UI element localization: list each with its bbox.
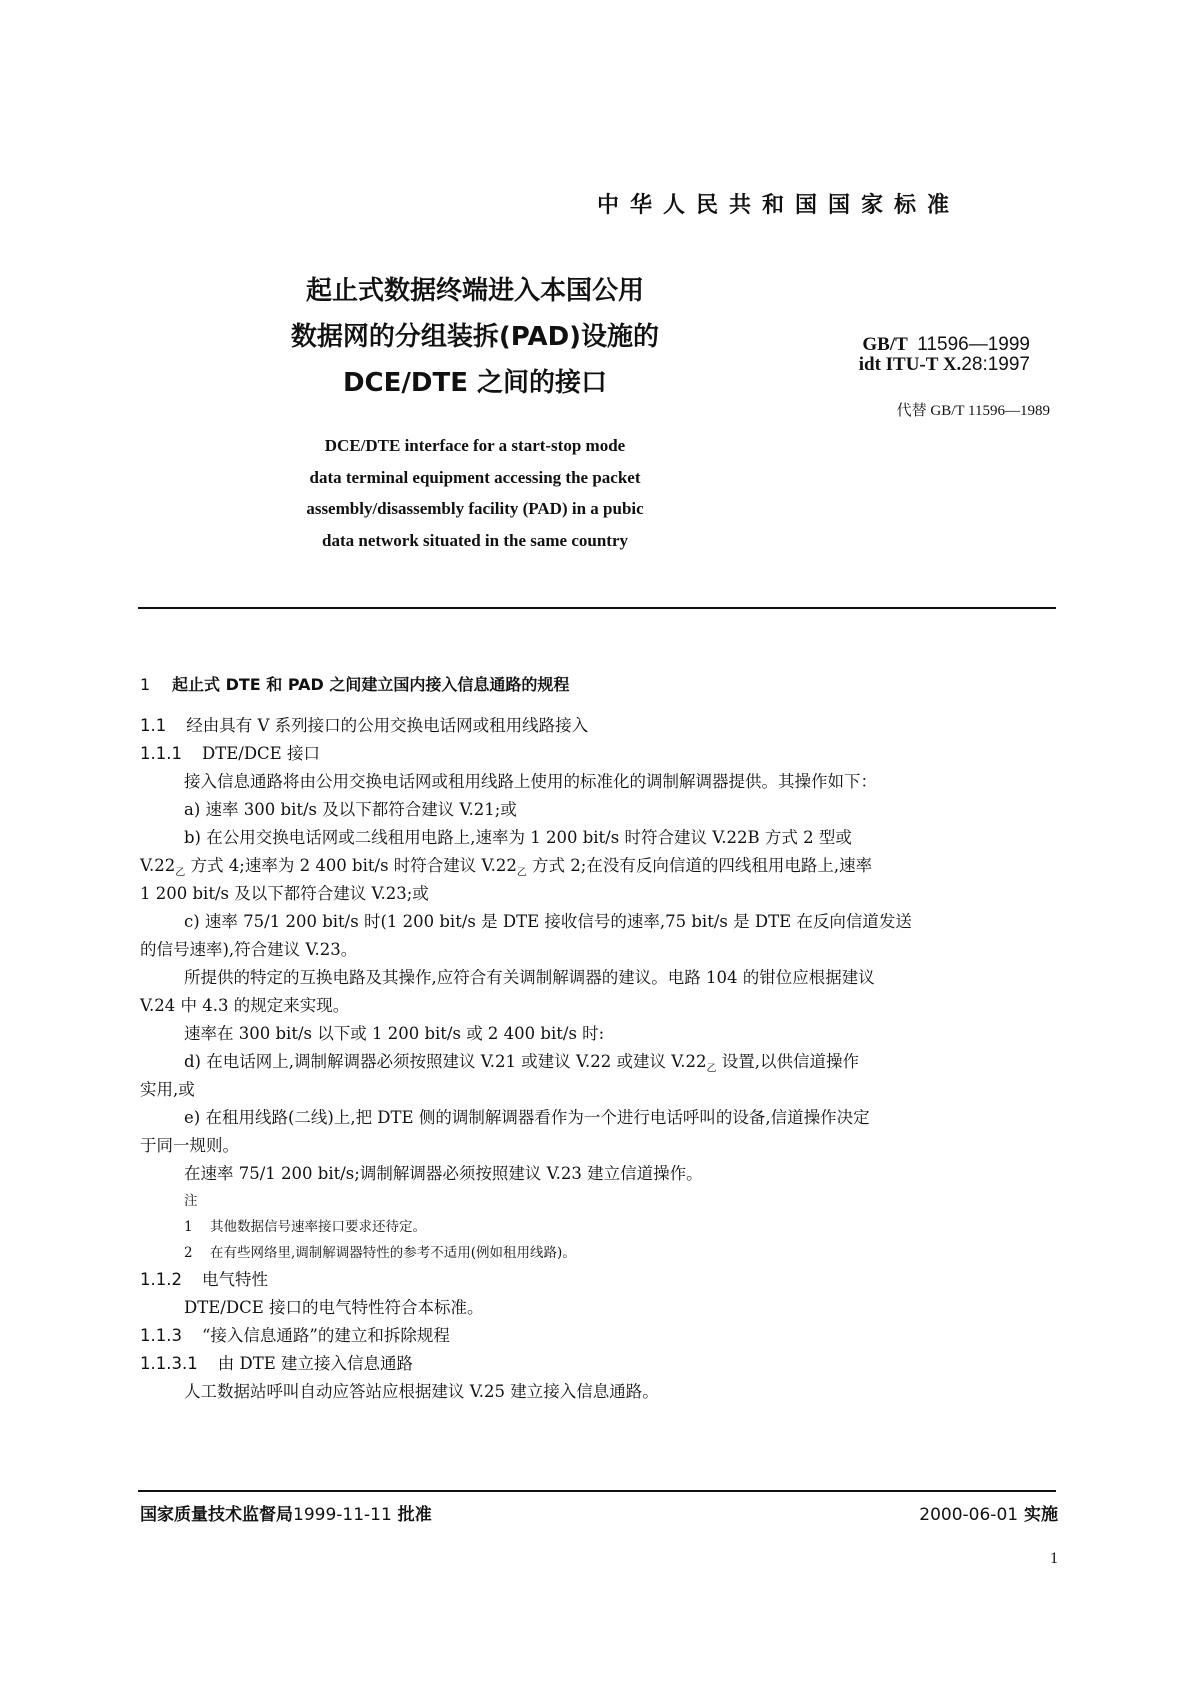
list-item-d-line-2: 实用,或 [140, 1080, 195, 1099]
paragraph: DTE/DCE 接口的电气特性符合本标准。 [184, 1298, 484, 1317]
english-title-line-2: data terminal equipment accessing the packet [309, 467, 641, 487]
heading-number: 1.1.1 [140, 744, 182, 763]
heading-text: DTE/DCE 接口 [201, 744, 320, 763]
list-item-b-line-1: b) 在公用交换电话网或二线租用电路上,速率为 1 200 bit/s 时符合建议 V.22B 方式 2 型或 [184, 828, 852, 847]
idt-prefix: idt ITU-T X. [858, 354, 962, 375]
chinese-title-line-2: 数据网的分组装拆(PAD)设施的 [290, 322, 660, 352]
section-heading [140, 672, 569, 695]
note-item [140, 1240, 1058, 1266]
std-code-prefix: GB/T [862, 334, 908, 355]
paragraph: 在速率 75/1 200 bit/s;调制解调器必须按照建议 V.23 建立信道操作。 [184, 1164, 703, 1183]
english-title-line-3: assembly/disassembly facility (PAD) in a pubic [306, 499, 644, 518]
subscript: 乙 [516, 867, 527, 879]
subscript: 乙 [706, 1063, 717, 1075]
text: V.22 [140, 856, 176, 875]
heading-1-1-1 [140, 740, 1058, 768]
list-item-e-line-2: 于同一规则。 [140, 1136, 239, 1155]
effective-label: 实施 [1024, 1505, 1058, 1525]
heading-number: 1.1 [140, 716, 167, 735]
english-title-line-4: data network situated in the same country [322, 530, 628, 550]
note-item [140, 1214, 1058, 1240]
list-item-b-line-2 [140, 852, 1058, 880]
heading-number: 1.1.3 [140, 1326, 182, 1345]
subscript: 乙 [175, 867, 186, 879]
chinese-title-line-3: DCE/DTE 之间的接口 [342, 368, 608, 398]
paragraph: 人工数据站呼叫自动应答站应根据建议 V.25 建立接入信息通路。 [184, 1382, 659, 1401]
chinese-title [230, 268, 720, 406]
paragraph: 接入信息通路将由公用交换电话网或租用线路上使用的标准化的调制解调器提供。其操作如下： [184, 772, 877, 791]
paragraph: 速率在 300 bit/s 以下或 1 200 bit/s 或 2 400 bit/s 时: [184, 1024, 605, 1043]
approving-org: 国家质量技术监督局 [140, 1505, 293, 1525]
text: 设置,以供信道操作 [716, 1052, 860, 1071]
replaces-note: 代替 GB/T 11596—1989 [896, 403, 1050, 419]
header-divider [138, 607, 1056, 609]
note-label: 注 [184, 1193, 198, 1209]
list-item-b-line-3: 1 200 bit/s 及以下都符合建议 V.23;或 [140, 884, 429, 903]
page-number: 1 [1050, 1550, 1058, 1567]
standard-code [820, 335, 1030, 375]
paragraph-cont: V.24 中 4.3 的规定来实现。 [140, 996, 350, 1015]
approval-label: 批准 [397, 1505, 432, 1525]
note-text: 其他数据信号速率接口要求还待定。 [210, 1219, 426, 1235]
list-item-c-line-1: c) 速率 75/1 200 bit/s 时(1 200 bit/s 是 DTE 接收信号的速率,75 bit/s 是 DTE 在反向信道发送 [184, 912, 912, 931]
heading-number: 1.1.3.1 [140, 1354, 198, 1373]
chinese-title-line-1: 起止式数据终端进入本国公用 [305, 276, 644, 306]
list-item-d-line-1 [140, 1048, 1058, 1076]
english-title-line-1: DCE/DTE interface for a start-stop mode [324, 436, 626, 455]
text: d) 在电话网上,调制解调器必须按照建议 V.21 或建议 V.22 或建议 V.22 [184, 1052, 707, 1071]
document-body [140, 712, 1058, 1406]
section-number: 1 [140, 675, 151, 694]
english-title [230, 430, 720, 556]
section-title: 起止式 DTE 和 PAD 之间建立国内接入信息通路的规程 [172, 675, 570, 694]
approval-date: 1999-11-11 [293, 1505, 392, 1525]
heading-1-1-2 [140, 1266, 1058, 1294]
national-standard-label: 中华人民共和国国家标准 [596, 193, 960, 218]
heading-1-1-3-1 [140, 1350, 1058, 1378]
text: 方式 2;在没有反向信道的四线租用电路上,速率 [526, 856, 873, 875]
heading-text: “接入信息通路”的建立和拆除规程 [201, 1326, 450, 1345]
heading-1-1-3 [140, 1322, 1058, 1350]
list-item-e-line-1: e) 在租用线路(二线)上,把 DTE 侧的调制解调器看作为一个进行电话呼叫的设备,信道操作决定 [184, 1108, 870, 1127]
approval-info [140, 1500, 432, 1525]
effective-info [760, 1500, 1058, 1525]
note-number: 2 [184, 1245, 193, 1261]
list-item-c-line-2: 的信号速率),符合建议 V.23。 [140, 940, 358, 959]
heading-1-1 [140, 712, 1058, 740]
effective-date: 2000-06-01 [919, 1505, 1019, 1525]
heading-text: 由 DTE 建立接入信息通路 [217, 1354, 414, 1373]
heading-text: 经由具有 V 系列接口的公用交换电话网或租用线路接入 [186, 716, 589, 735]
note-number: 1 [184, 1219, 193, 1235]
note-text: 在有些网络里,调制解调器特性的参考不适用(例如租用线路)。 [210, 1245, 576, 1261]
text: 方式 4;速率为 2 400 bit/s 时符合建议 V.22 [185, 856, 517, 875]
idt-number: 28:1997 [961, 354, 1030, 375]
footer-divider [138, 1490, 1056, 1492]
paragraph: 所提供的特定的互换电路及其操作,应符合有关调制解调器的建议。电路 104 的钳位应根据建议 [184, 968, 875, 987]
heading-number: 1.1.2 [140, 1270, 182, 1289]
list-item-a: a) 速率 300 bit/s 及以下都符合建议 V.21;或 [184, 800, 517, 819]
heading-text: 电气特性 [201, 1270, 268, 1289]
std-code-number: 11596—1999 [917, 334, 1030, 355]
